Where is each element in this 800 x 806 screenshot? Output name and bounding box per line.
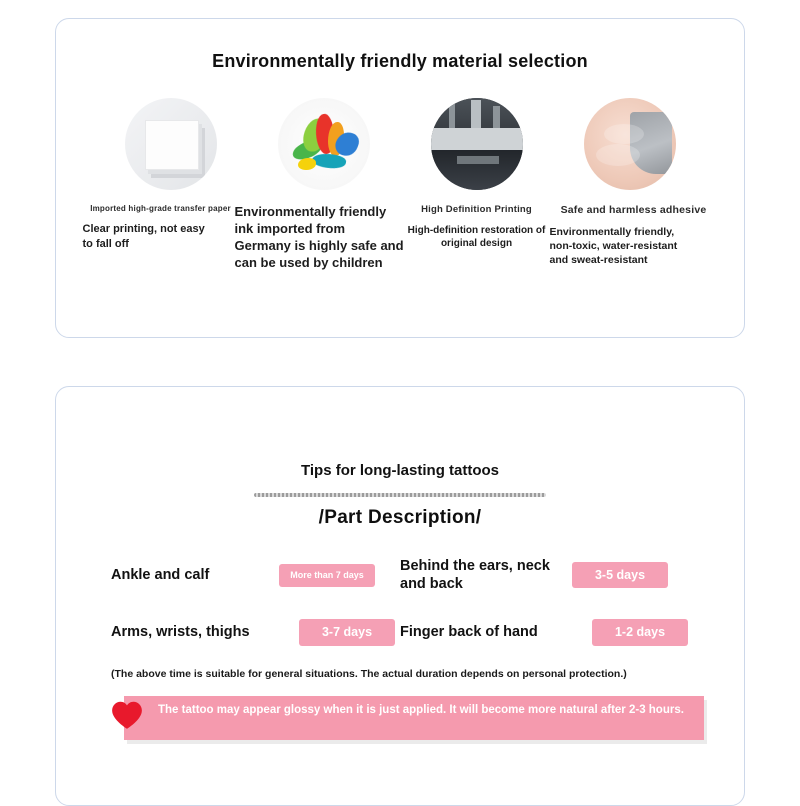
feature-description: Clear printing, not easy to fall off bbox=[82, 223, 205, 250]
duration-cell bbox=[111, 564, 400, 587]
heart-icon bbox=[110, 698, 144, 732]
part-description-heading: /Part Description/ bbox=[318, 507, 482, 528]
ink-splash-icon bbox=[278, 98, 370, 190]
duration-badge: 3-7 days bbox=[299, 619, 395, 646]
body-part-label: Arms, wrists, thighs bbox=[111, 624, 250, 641]
body-part-label: Finger back of hand bbox=[400, 624, 538, 641]
printing-machine-icon bbox=[431, 98, 523, 190]
duration-cell bbox=[111, 619, 400, 646]
tips-card bbox=[55, 386, 745, 806]
materials-title: Environmentally friendly material selection bbox=[212, 51, 588, 71]
duration-badge: 3-5 days bbox=[572, 562, 668, 589]
duration-row bbox=[111, 619, 689, 646]
duration-cell bbox=[400, 619, 689, 646]
feature-description: High-definition restoration of original design bbox=[407, 224, 546, 250]
duration-badge: 1-2 days bbox=[592, 619, 688, 646]
feature-item bbox=[234, 98, 404, 272]
duration-badge: More than 7 days bbox=[279, 564, 375, 587]
feature-item bbox=[549, 98, 707, 272]
body-part-label: Behind the ears, neck and back bbox=[400, 558, 550, 593]
tips-title: Tips for long-lasting tattoos bbox=[300, 462, 500, 479]
feature-item bbox=[82, 98, 247, 272]
duration-row bbox=[111, 557, 689, 593]
glossy-banner-text: The tattoo may appear glossy when it is just applied. It will become more natural after 2-3 hours. bbox=[124, 696, 704, 740]
duration-note: (The above time is suitable for general situations. The actual duration depends on personal protection.) bbox=[111, 667, 627, 680]
materials-feature-row bbox=[56, 98, 744, 272]
glossy-banner-wrap bbox=[96, 696, 704, 742]
divider bbox=[254, 493, 546, 497]
feature-item bbox=[400, 98, 553, 272]
hand-adhesive-icon bbox=[584, 98, 676, 190]
feature-subtitle: Safe and harmless adhesive bbox=[560, 204, 707, 216]
feature-description: Environmentally friendly, non-toxic, water-resistant and sweat-resistant bbox=[549, 226, 678, 267]
body-part-label: Ankle and calf bbox=[111, 567, 210, 584]
duration-cell bbox=[400, 557, 689, 593]
feature-subtitle: High Definition Printing bbox=[421, 204, 532, 215]
feature-description: Environmentally friendly ink imported from Germany is highly safe and can be used by children bbox=[234, 204, 404, 270]
paper-stack-icon bbox=[125, 98, 217, 190]
feature-subtitle: Imported high-grade transfer paper bbox=[90, 204, 231, 213]
duration-grid bbox=[56, 557, 744, 646]
materials-card bbox=[55, 18, 745, 338]
